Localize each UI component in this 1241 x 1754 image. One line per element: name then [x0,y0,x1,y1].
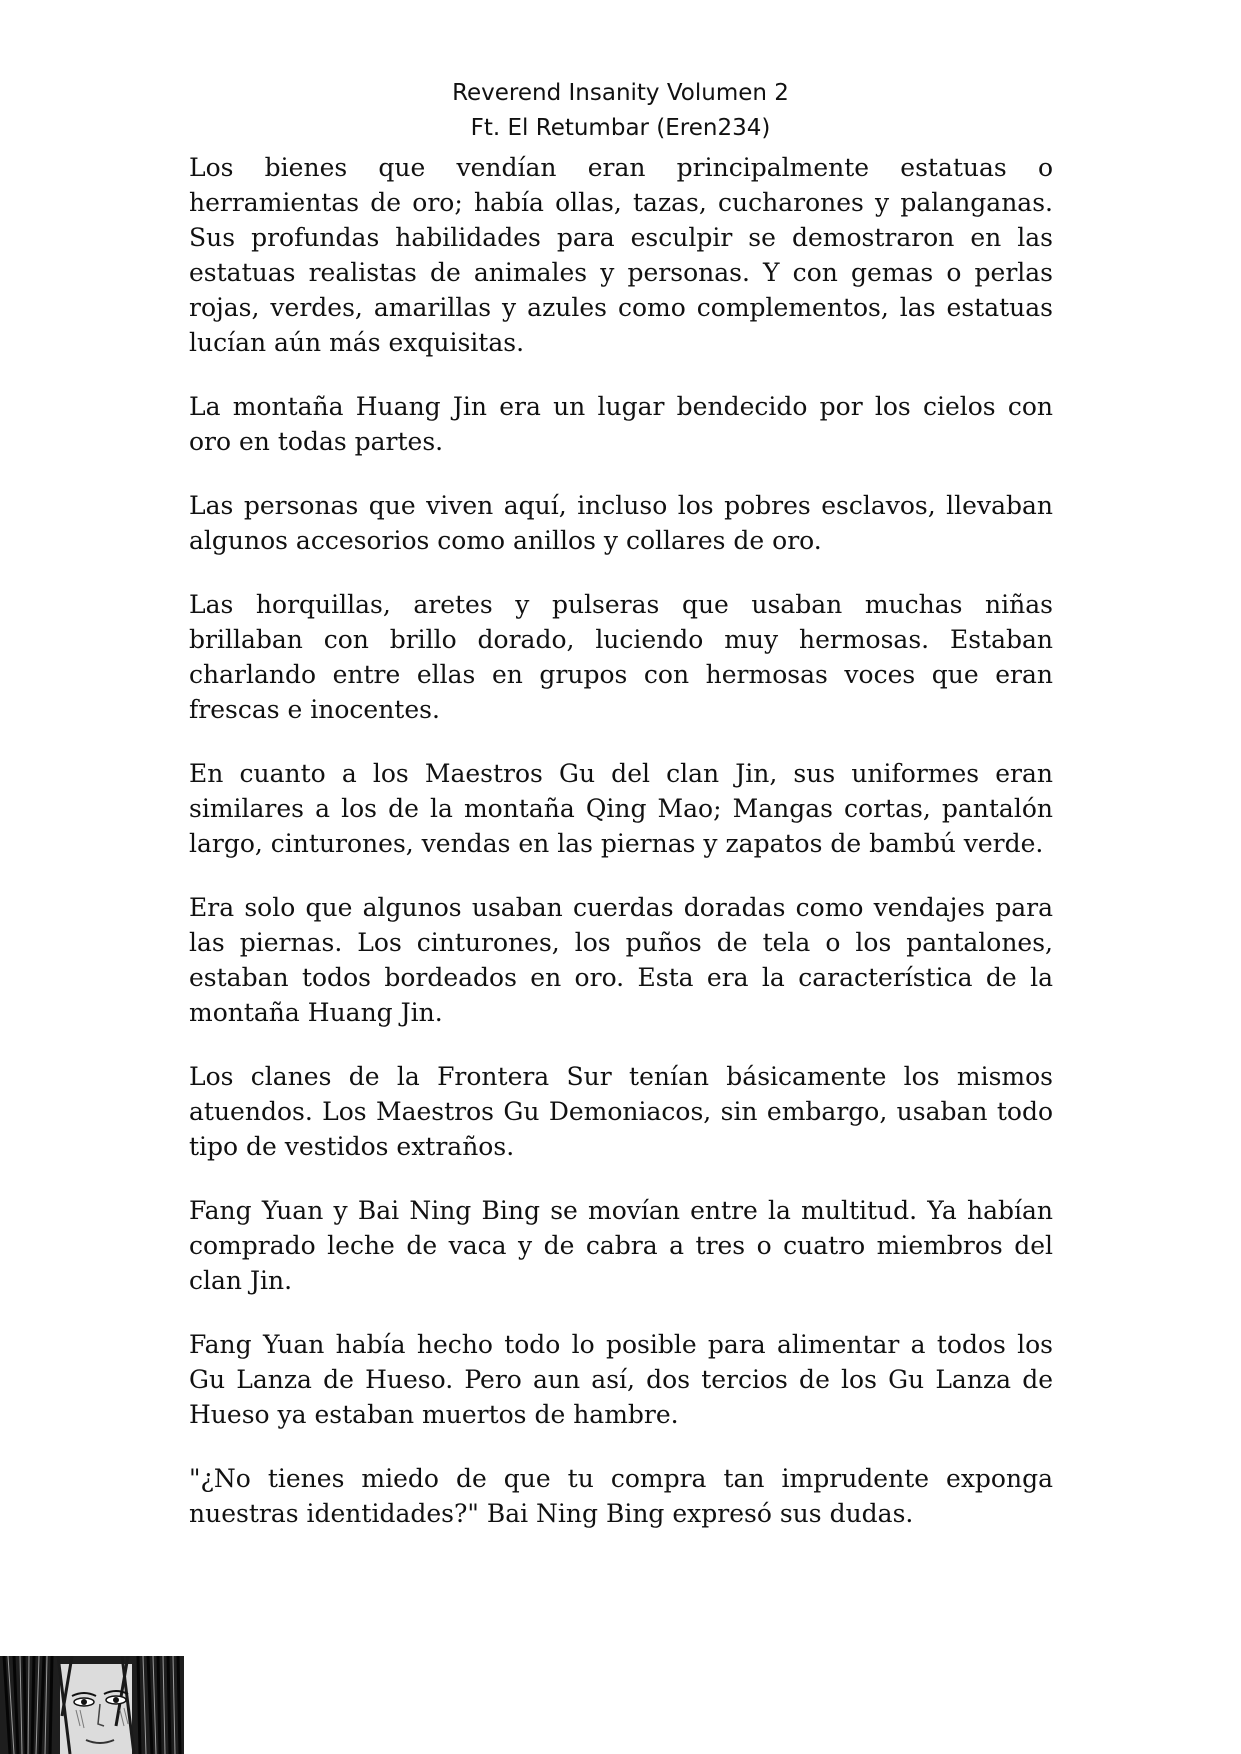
paragraph: Las personas que viven aquí, incluso los pobres esclavos, llevaban algunos accesorios como anillos y collares de oro. [189,491,1053,555]
paragraph: Fang Yuan y Bai Ning Bing se movían entre la multitud. Ya habían comprado leche de vaca y de cabra a tres o cuatro miembros del clan Jin. [189,1196,1053,1295]
manga-portrait-illustration [0,1656,184,1754]
page-header [0,76,1241,146]
paragraph: Los bienes que vendían eran principalmente estatuas o herramientas de oro; había ollas, tazas, cucharones y palanganas. Sus profundas habilidades para esculpir se demostraron en las estatuas realistas de animales y personas. Y con gemas o perlas rojas, verdes, amarillas y azules como complementos, las estatuas lucían aún más exquisitas. [189,153,1053,357]
character-portrait-image [0,1656,184,1754]
paragraph: "¿No tienes miedo de que tu compra tan imprudente exponga nuestras identidades?" Bai Ning Bing expresó sus dudas. [189,1464,1053,1528]
paragraph: En cuanto a los Maestros Gu del clan Jin, sus uniformes eran similares a los de la montaña Qing Mao; Mangas cortas, pantalón largo, cinturones, vendas en las piernas y zapatos de bambú verde. [189,759,1053,858]
paragraph: Fang Yuan había hecho todo lo posible para alimentar a todos los Gu Lanza de Hueso. Pero aun así, dos tercios de los Gu Lanza de Hueso ya estaban muertos de hambre. [189,1330,1053,1429]
paragraph: Las horquillas, aretes y pulseras que usaban muchas niñas brillaban con brillo dorado, luciendo muy hermosas. Estaban charlando entre ellas en grupos con hermosas voces que eran frescas e inocentes. [189,590,1053,724]
paragraph: Los clanes de la Frontera Sur tenían básicamente los mismos atuendos. Los Maestros Gu Demoniacos, sin embargo, usaban todo tipo de vestidos extraños. [189,1062,1053,1161]
chapter-text [189,150,1053,1531]
book-title: Reverend Insanity Volumen 2 [452,80,789,106]
translator-credit: Ft. El Retumbar (Eren234) [470,115,771,141]
paragraph: Era solo que algunos usaban cuerdas doradas como vendajes para las piernas. Los cinturones, los puños de tela o los pantalones, estaban todos bordeados en oro. Esta era la característica de la montaña Huang Jin. [189,893,1053,1027]
paragraph: La montaña Huang Jin era un lugar bendecido por los cielos con oro en todas partes. [189,392,1053,456]
